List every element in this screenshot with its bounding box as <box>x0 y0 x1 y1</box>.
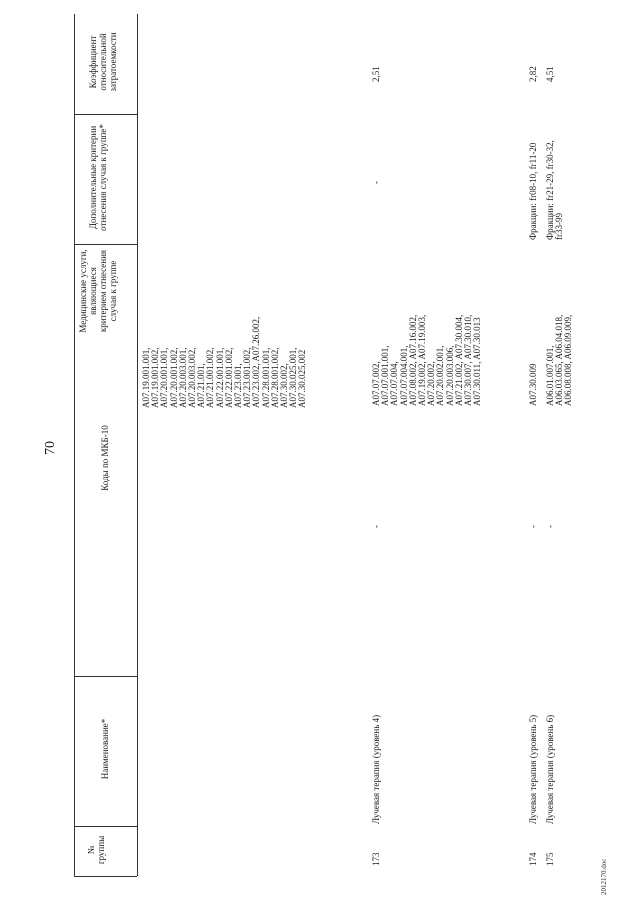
table-line-top <box>74 14 75 876</box>
list-item: A07.21.001, <box>196 363 207 408</box>
list-item: A07.30.002, <box>279 363 290 408</box>
header-criteria: Дополнительные критерии отнесения случая к группе* <box>88 124 108 231</box>
list-item: A07.20.001.001, <box>159 347 170 408</box>
list-item: A06.01.007.001, <box>545 345 555 406</box>
document-footer: 2012170.doc <box>600 858 608 895</box>
row-175-services <box>546 315 574 406</box>
row-174-services <box>529 364 538 407</box>
list-item: A07.30.011, A07.30.013 <box>472 317 483 406</box>
list-item: A07.07.001.001, <box>380 345 391 406</box>
list-item: A07.28.001.001, <box>260 347 271 408</box>
continuation-services <box>142 317 308 408</box>
list-item: A07.23.002, A07.26.002, <box>251 316 262 408</box>
row-174-coef: 2,82 <box>528 66 538 82</box>
list-item: A07.07.004, <box>389 361 400 406</box>
list-item: A07.07.002, <box>371 361 381 406</box>
header-coef: Коэффициент относительной затратоемкости <box>88 32 118 92</box>
row-173-num: 173 <box>371 852 381 866</box>
header-name: Наименование* <box>100 718 110 780</box>
row-174-criteria: Фракции: fr08-10, fr11-20 <box>528 142 538 240</box>
list-item: A07.19.001.002, <box>150 347 161 408</box>
list-item: A07.21.002, A07.30.004, <box>453 314 464 406</box>
list-item: A07.30.009 <box>528 363 538 406</box>
row-175-criteria: Фракции: fr21-29, fr30-32, fr33-99 <box>545 140 565 240</box>
list-item: A06.03.065, A06.04.018, <box>554 314 565 406</box>
list-item: A07.30.025.001, <box>288 347 299 408</box>
list-item: A07.22.001.002, <box>223 347 234 408</box>
list-item: A07.19.001.001, <box>141 347 151 408</box>
page-number: 70 <box>43 441 58 455</box>
list-item: A07.23.001.002, <box>242 347 253 408</box>
row-175-coef: 4,51 <box>545 66 555 82</box>
row-173-services <box>372 315 482 406</box>
header-services: Медицинские услуги, являющиеся критерием отнесения случая к группе <box>78 249 118 333</box>
list-item: A07.23.001, <box>233 363 244 408</box>
list-item: A07.20.001.002, <box>168 347 179 408</box>
row-173-coef: 2,51 <box>371 66 381 82</box>
list-item: A07.20.003.006, <box>444 345 455 406</box>
table-col-sep <box>74 876 137 877</box>
row-175-mkb: - <box>545 525 555 528</box>
row-173-criteria: - <box>371 181 381 184</box>
list-item: A07.20.003.001, <box>177 347 188 408</box>
list-item: A07.21.001.002, <box>205 347 216 408</box>
row-175-num: 175 <box>545 852 555 866</box>
list-item: A07.30.025.002 <box>297 349 308 408</box>
row-175-name: Лучевая терапия (уровень 6) <box>545 714 555 824</box>
list-item: A07.22.001.001, <box>214 347 225 408</box>
table-line-header-bottom <box>137 14 138 876</box>
list-item: A07.20.002.001, <box>435 345 446 406</box>
row-173-name: Лучевая терапия (уровень 4) <box>371 714 381 824</box>
table-col-sep <box>74 826 137 827</box>
row-173-mkb: - <box>371 525 381 528</box>
list-item: A07.28.001.002, <box>269 347 280 408</box>
header-mkb: Коды по МКБ-10 <box>100 425 110 491</box>
list-item: A06.08.008, A06.09.009, <box>563 314 574 406</box>
row-174-num: 174 <box>528 852 538 866</box>
list-item: A07.20.002, <box>426 361 437 406</box>
list-item: A07.19.002, A07.19.003, <box>417 314 428 406</box>
list-item: A07.07.004.001, <box>398 345 409 406</box>
row-174-name: Лучевая терапия (уровень 5) <box>528 714 538 824</box>
list-item: A07.20.003.002, <box>187 347 198 408</box>
list-item: A07.30.007, A07.30.010, <box>463 314 474 406</box>
header-num: № группы <box>86 835 106 865</box>
row-174-mkb: - <box>528 525 538 528</box>
list-item: A07.08.002, A07.16.002, <box>407 314 418 406</box>
